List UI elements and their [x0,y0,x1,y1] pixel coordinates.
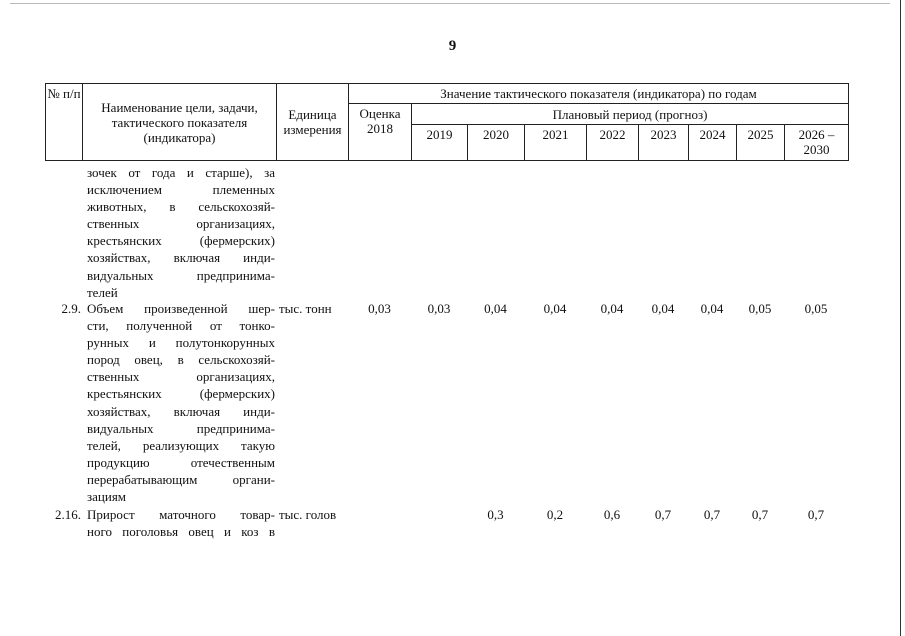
header-num-col: № п/п [46,84,83,161]
row-unit: тыс. тонн [279,301,332,316]
header-name-col: Наименование цели, задачи, тактического показателя (индикатора) [83,84,277,161]
value-2022: 0,04 [600,301,624,316]
row-number: 2.9. [61,301,81,316]
value-2020: 0,04 [484,301,507,316]
page-right-edge [900,0,901,636]
row-name: зочек от года и старше), за исключением племенных животных, в сельскохозяй- ственных организациях, крестьянских (фермерских) хозяйствах, включая инди- видуальных предпринима- телей [87,165,275,300]
value-2023: 0,7 [654,507,672,522]
value-2020: 0,3 [487,507,504,522]
header-year-2026-2030: 2026 – 2030 [785,125,849,161]
page-top-edge [10,3,890,4]
header-year-2022: 2022 [587,125,639,161]
value-2026-2030: 0,7 [807,507,825,522]
value-2025: 0,05 [748,301,772,316]
table-body [45,164,848,636]
value-2023: 0,04 [651,301,675,316]
header-plan-group: Плановый период (прогноз) [412,104,849,125]
page-number: 9 [448,38,457,54]
header-year-2020: 2020 [468,125,525,161]
header-year-2024: 2024 [689,125,737,161]
value-2024: 0,7 [703,507,721,522]
value-2021: 0,2 [546,507,564,522]
header-estimate-col: Оценка 2018 [349,104,412,161]
table-header [45,83,849,161]
row-name: Объем произведенной шер- сти, полученной от тонко- рунных и полутонкорунных пород овец, в сельскохозяй- ственных организациях, крестьянских (фермерских) хозяйствах, включая инди- видуальных предпринима- телей, реализующих такую продукцию отечественным перерабатывающим органи- зациям [87,301,275,505]
value-2019: 0,03 [427,301,451,316]
row-unit: тыс. голов [279,507,337,522]
header-year-2025: 2025 [737,125,785,161]
value-2024: 0,04 [700,301,724,316]
value-2026-2030: 0,05 [804,301,828,316]
row-name: Прирост маточного товар- ного поголовья овец и коз в [87,507,275,540]
header-year-2023: 2023 [639,125,689,161]
header-year-2019: 2019 [412,125,468,161]
header-unit-col: Единица измерения [277,84,349,161]
value-2022: 0,6 [603,507,621,522]
header-value-group: Значение тактического показателя (индикатора) по годам [349,84,849,104]
row-number: 2.16. [55,507,81,522]
value-2021: 0,04 [543,301,567,316]
value-2025: 0,7 [751,507,769,522]
value-2018: 0,03 [368,301,391,316]
header-year-2021: 2021 [525,125,587,161]
